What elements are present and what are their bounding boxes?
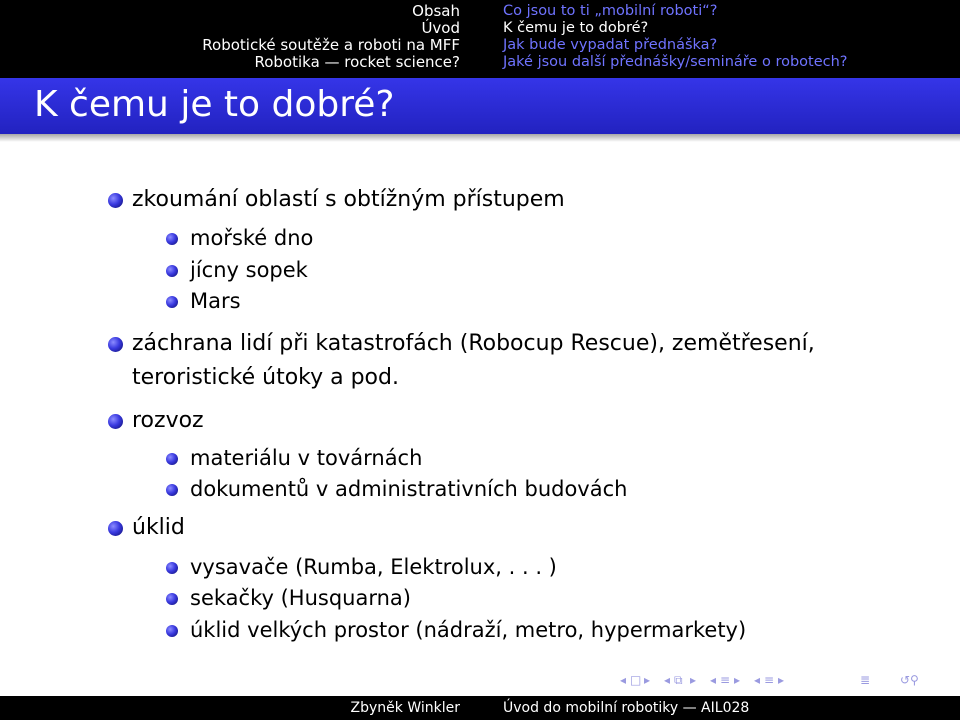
frame-title-bar	[0, 78, 960, 134]
sub-list-item: sekačky (Husquarna)	[190, 586, 411, 610]
nav-section-obsah[interactable]: Obsah	[412, 2, 460, 20]
footer-author: Zbyněk Winkler	[350, 700, 460, 716]
list-item-continuation: teroristické útoky a pod.	[132, 365, 399, 390]
bullet-icon	[108, 193, 123, 208]
sub-bullet-icon	[166, 453, 178, 465]
nav-section-robotika[interactable]: Robotika — rocket science?	[254, 53, 460, 71]
nav-subsection-left-icon[interactable]: ◂	[710, 673, 717, 687]
list-item: zkoumání oblastí s obtížným přístupem	[132, 187, 565, 212]
frame-title: K čemu je to dobré?	[34, 84, 395, 125]
navigation-symbols	[620, 672, 950, 690]
list-item: záchrana lidí při katastrofách (Robocup Rescue), zemětřesení,	[132, 331, 815, 356]
footer-title: Úvod do mobilní robotiky — AIL028	[503, 700, 750, 716]
nav-slide-right-icon[interactable]: ▸	[644, 673, 651, 687]
list-item: úklid	[132, 515, 185, 540]
list-item: rozvoz	[132, 408, 204, 433]
nav-frame-left-icon[interactable]: ◂	[664, 673, 671, 687]
nav-slide-left-icon[interactable]: ◂	[620, 673, 627, 687]
nav-section-souteze[interactable]: Robotické soutěže a roboti na MFF	[202, 36, 460, 54]
sub-bullet-icon	[166, 265, 178, 277]
footer	[0, 696, 960, 720]
sub-list-item: jícny sopek	[190, 258, 308, 282]
nav-subsection-mobilni-roboti[interactable]: Co jsou to ti „mobilní roboti“?	[503, 3, 718, 19]
sub-bullet-icon	[166, 296, 178, 308]
nav-section-box-icon[interactable]: ≡	[764, 673, 775, 687]
nav-slide-box-icon[interactable]: □	[630, 673, 642, 687]
nav-subsection-dalsi-prednasky[interactable]: Jaké jsou další přednášky/semináře o robotech?	[503, 54, 848, 70]
bullet-icon	[108, 521, 123, 536]
sub-bullet-icon	[166, 233, 178, 245]
bullet-icon	[108, 414, 123, 429]
nav-search-icon[interactable]: ↺⚲	[900, 673, 919, 687]
nav-section-left-icon[interactable]: ◂	[754, 673, 761, 687]
nav-subsection-k-cemu[interactable]: K čemu je to dobré?	[503, 20, 649, 36]
sub-list-item: mořské dno	[190, 226, 314, 250]
sub-bullet-icon	[166, 593, 178, 605]
nav-subsection-prednaska[interactable]: Jak bude vypadat přednáška?	[503, 37, 718, 53]
nav-frame-right-icon[interactable]: ▸	[690, 673, 697, 687]
sub-bullet-icon	[166, 484, 178, 496]
sub-list-item: Mars	[190, 289, 241, 313]
nav-section-right-icon[interactable]: ▸	[778, 673, 785, 687]
sub-list-item: dokumentů v administrativních budovách	[190, 477, 628, 501]
nav-section-uvod[interactable]: Úvod	[421, 19, 460, 37]
sub-list-item: materiálu v továrnách	[190, 446, 423, 470]
nav-subsection-right-icon[interactable]: ▸	[734, 673, 741, 687]
sub-bullet-icon	[166, 562, 178, 574]
nav-subsection-box-icon[interactable]: ≡	[720, 673, 731, 687]
header-navigation	[0, 0, 960, 78]
bullet-icon	[108, 337, 123, 352]
sub-list-item: úklid velkých prostor (nádraží, metro, hypermarkety)	[190, 618, 747, 642]
nav-frame-box-icon[interactable]: ⧉	[674, 673, 683, 687]
sub-list-item: vysavače (Rumba, Elektrolux, . . . )	[190, 555, 557, 579]
nav-align-icon[interactable]: ≣	[860, 673, 871, 687]
sub-bullet-icon	[166, 625, 178, 637]
